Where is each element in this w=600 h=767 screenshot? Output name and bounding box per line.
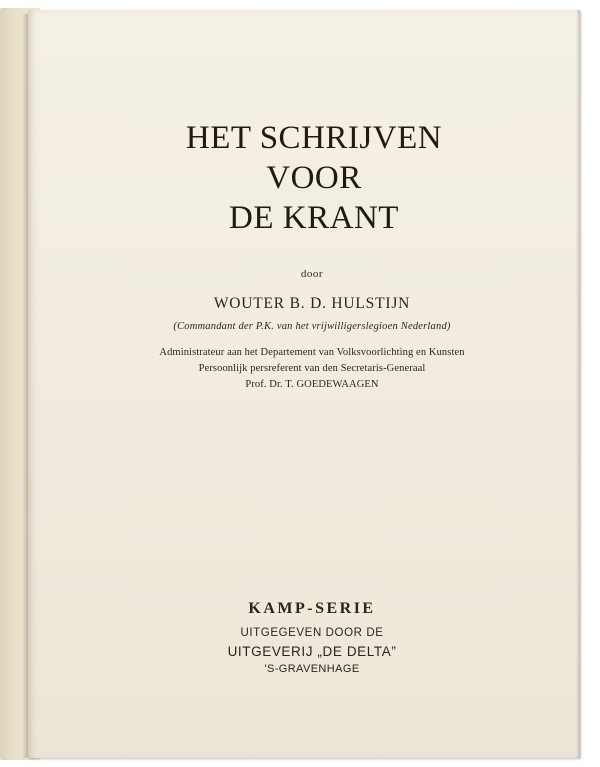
- by-label: door: [300, 268, 324, 280]
- series-name: KAMP-SERIE: [248, 600, 376, 617]
- affiliation-line-3: Prof. Dr. T. GOEDEWAAGEN: [245, 379, 379, 390]
- title-page: [28, 10, 580, 758]
- book-title: [38, 118, 590, 238]
- title-line-3: DE KRANT: [229, 200, 399, 236]
- publisher-line-3: 'S-GRAVENHAGE: [264, 663, 360, 675]
- affiliation-line-2: Persoonlijk persreferent van den Secretaris-Generaal: [198, 363, 426, 374]
- affiliation-line-1: Administrateur aan het Departement van Volksvoorlichting en Kunsten: [159, 347, 465, 358]
- publisher-line-2: UITGEVERIJ „DE DELTA”: [227, 644, 397, 659]
- title-line-1: HET SCHRIJVEN: [185, 120, 443, 156]
- author-name: WOUTER B. D. HULSTIJN: [213, 295, 411, 312]
- publisher-line-1: UITGEGEVEN DOOR DE: [240, 627, 384, 639]
- title-line-2: VOOR: [266, 160, 362, 196]
- author-role: (Commandant der P.K. van het vrijwilligerslegioen Nederland): [173, 321, 451, 332]
